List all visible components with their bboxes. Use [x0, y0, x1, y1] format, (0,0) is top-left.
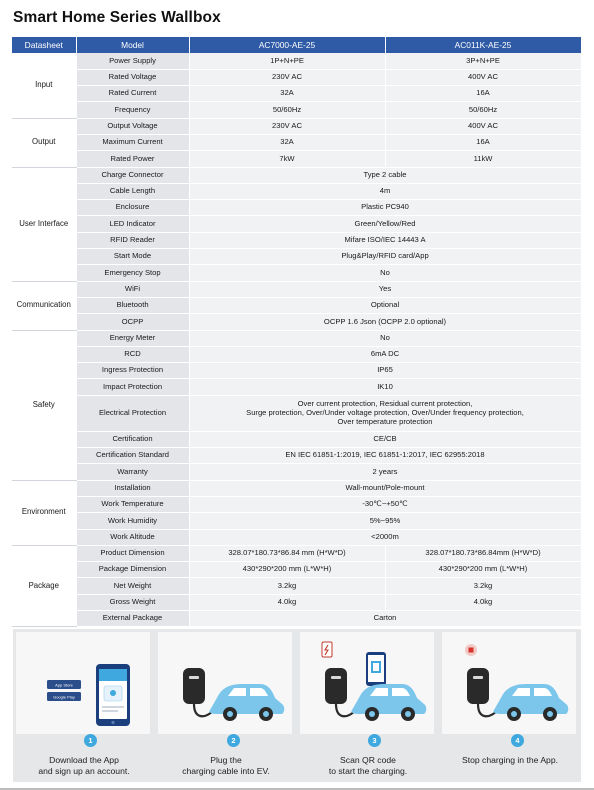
header-datasheet: Datasheet — [12, 37, 76, 53]
step-4-number: 4 — [511, 734, 524, 747]
table-row — [12, 134, 581, 150]
spec-value: Type 2 cable — [189, 167, 581, 183]
step-2-number: 2 — [227, 734, 240, 747]
spec-label: Rated Voltage — [76, 69, 189, 85]
spec-label: Enclosure — [76, 200, 189, 216]
step-2-caption: Plug the charging cable into EV. — [182, 755, 270, 776]
spec-value: No — [189, 265, 581, 281]
table-row — [12, 448, 581, 464]
spec-label: Maximum Current — [76, 134, 189, 150]
spec-value: 5%~95% — [189, 513, 581, 529]
spec-label: Frequency — [76, 102, 189, 118]
table-row — [12, 578, 581, 594]
step-3-illustration — [300, 632, 434, 734]
table-row — [12, 53, 581, 69]
spec-label: Electrical Protection — [76, 395, 189, 431]
table-row — [12, 363, 581, 379]
usage-steps-panel — [13, 629, 581, 782]
step-3-caption: Scan QR code to start the charging. — [328, 755, 408, 776]
table-row — [12, 86, 581, 102]
table-row — [12, 513, 581, 529]
spec-value: 6mA DC — [189, 346, 581, 362]
spec-label: Power Supply — [76, 53, 189, 69]
spec-label: Charge Connector — [76, 167, 189, 183]
spec-value: IK10 — [189, 379, 581, 395]
step-1 — [13, 629, 155, 782]
spec-label: OCPP — [76, 314, 189, 330]
spec-value-model-a: 230V AC — [189, 69, 385, 85]
spec-value-model-b: 16A — [385, 134, 581, 150]
spec-value: Plastic PC940 — [189, 200, 581, 216]
page-title: Smart Home Series Wallbox — [13, 9, 221, 26]
spec-label: Work Altitude — [76, 529, 189, 545]
spec-value: <2000m — [189, 529, 581, 545]
table-row — [12, 102, 581, 118]
step-4-caption: Stop charging in the App. — [461, 755, 559, 765]
spec-label: Product Dimension — [76, 545, 189, 561]
table-row — [12, 151, 581, 167]
spec-value-model-a: 1P+N+PE — [189, 53, 385, 69]
spec-value: EN IEC 61851-1:2019, IEC 61851-1:2017, IEC 62955:2018 — [189, 448, 581, 464]
spec-value-model-b: 11kW — [385, 151, 581, 167]
group-label: User Interface — [12, 167, 76, 281]
table-row — [12, 594, 581, 610]
spec-label: Certification — [76, 431, 189, 447]
table-row — [12, 297, 581, 313]
step-4 — [439, 629, 581, 782]
spec-label: External Package — [76, 611, 189, 627]
table-row — [12, 249, 581, 265]
step-1-number: 1 — [84, 734, 97, 747]
table-row — [12, 216, 581, 232]
spec-label: Installation — [76, 480, 189, 496]
step-2 — [155, 629, 297, 782]
spec-value-model-a: 328.07*180.73*86.84 mm (H*W*D) — [189, 545, 385, 561]
table-row — [12, 562, 581, 578]
app-store-badge: App Store — [55, 682, 73, 688]
spec-value: Carton — [189, 611, 581, 627]
spec-label: Rated Current — [76, 86, 189, 102]
table-row — [12, 395, 581, 431]
spec-label: Emergency Stop — [76, 265, 189, 281]
spec-label: Work Humidity — [76, 513, 189, 529]
step-3 — [297, 629, 439, 782]
spec-value-model-a: 32A — [189, 86, 385, 102]
spec-label: Certification Standard — [76, 448, 189, 464]
group-label: Communication — [12, 281, 76, 330]
table-row — [12, 480, 581, 496]
spec-value-model-b: 430*290*200 mm (L*W*H) — [385, 562, 581, 578]
stop-icon — [442, 632, 576, 734]
spec-value-model-b: 4.0kg — [385, 594, 581, 610]
table-row — [12, 281, 581, 297]
spec-label: WiFi — [76, 281, 189, 297]
spec-value: CE/CB — [189, 431, 581, 447]
table-row — [12, 529, 581, 545]
group-label: Package — [12, 545, 76, 626]
table-row — [12, 232, 581, 248]
google-play-badge: Google Play — [53, 694, 75, 700]
spec-label: Gross Weight — [76, 594, 189, 610]
spec-label: Warranty — [76, 464, 189, 480]
table-row — [12, 464, 581, 480]
spec-value: OCPP 1.6 Json (OCPP 2.0 optional) — [189, 314, 581, 330]
spec-label: RCD — [76, 346, 189, 362]
step-4-illustration — [442, 632, 576, 734]
spec-label: Work Temperature — [76, 496, 189, 512]
spec-value: Mifare ISO/IEC 14443 A — [189, 232, 581, 248]
spec-value: Wall-mount/Pole-mount — [189, 480, 581, 496]
spec-value: Yes — [189, 281, 581, 297]
spec-value-model-a: 7kW — [189, 151, 385, 167]
step-3-number: 3 — [368, 734, 381, 747]
table-row — [12, 265, 581, 281]
table-header-row — [12, 37, 581, 53]
step-2-illustration — [158, 632, 292, 734]
header-model-a: AC7000-AE-25 — [189, 37, 385, 53]
table-row — [12, 118, 581, 134]
spec-value: 2 years — [189, 464, 581, 480]
qr-scan-icon — [300, 632, 434, 734]
table-row — [12, 330, 581, 346]
table-row — [12, 379, 581, 395]
table-row — [12, 69, 581, 85]
group-label: Input — [12, 53, 76, 118]
spec-value: 4m — [189, 183, 581, 199]
spec-value-model-b: 3.2kg — [385, 578, 581, 594]
spec-value-model-a: 430*290*200 mm (L*W*H) — [189, 562, 385, 578]
table-row — [12, 167, 581, 183]
step-1-caption: Download the App and sign up an account. — [38, 755, 130, 776]
spec-label: Energy Meter — [76, 330, 189, 346]
spec-value-model-b: 328.07*180.73*86.84mm (H*W*D) — [385, 545, 581, 561]
spec-value: -30℃~+50℃ — [189, 496, 581, 512]
spec-value-model-a: 4.0kg — [189, 594, 385, 610]
spec-value-model-a: 50/60Hz — [189, 102, 385, 118]
step-1-illustration — [16, 632, 150, 734]
spec-label: Package Dimension — [76, 562, 189, 578]
spec-value: Green/Yellow/Red — [189, 216, 581, 232]
spec-label: Bluetooth — [76, 297, 189, 313]
table-row — [12, 200, 581, 216]
table-row — [12, 611, 581, 627]
spec-label: Rated Power — [76, 151, 189, 167]
header-model-b: AC011K-AE-25 — [385, 37, 581, 53]
spec-value-model-b: 16A — [385, 86, 581, 102]
spec-label: LED Indicator — [76, 216, 189, 232]
spec-value: IP65 — [189, 363, 581, 379]
phone-app-icon — [16, 632, 150, 734]
table-row — [12, 346, 581, 362]
spec-label: Output Voltage — [76, 118, 189, 134]
table-row — [12, 314, 581, 330]
spec-value-model-b: 50/60Hz — [385, 102, 581, 118]
spec-value-model-b: 400V AC — [385, 69, 581, 85]
spec-value-model-b: 400V AC — [385, 118, 581, 134]
spec-value-model-a: 32A — [189, 134, 385, 150]
table-row — [12, 545, 581, 561]
spec-label: Ingress Protection — [76, 363, 189, 379]
spec-value: Plug&Play/RFID card/App — [189, 249, 581, 265]
spec-value-model-a: 230V AC — [189, 118, 385, 134]
spec-value-model-a: 3.2kg — [189, 578, 385, 594]
datasheet-table — [12, 37, 582, 627]
group-label: Safety — [12, 330, 76, 480]
group-label: Environment — [12, 480, 76, 545]
spec-label: Start Mode — [76, 249, 189, 265]
table-row — [12, 183, 581, 199]
spec-value: Over current protection, Residual current protection, Surge protection, Over/Under voltage protection, Over/Under frequency protection, Over temperature protection — [189, 395, 581, 431]
wallbox-car-icon — [158, 632, 292, 734]
table-row — [12, 496, 581, 512]
spec-label: Net Weight — [76, 578, 189, 594]
header-model: Model — [76, 37, 189, 53]
spec-label: RFID Reader — [76, 232, 189, 248]
group-label: Output — [12, 118, 76, 167]
spec-value-model-b: 3P+N+PE — [385, 53, 581, 69]
spec-value: No — [189, 330, 581, 346]
spec-label: Cable Length — [76, 183, 189, 199]
table-row — [12, 431, 581, 447]
spec-value: Optional — [189, 297, 581, 313]
spec-label: Impact Protection — [76, 379, 189, 395]
